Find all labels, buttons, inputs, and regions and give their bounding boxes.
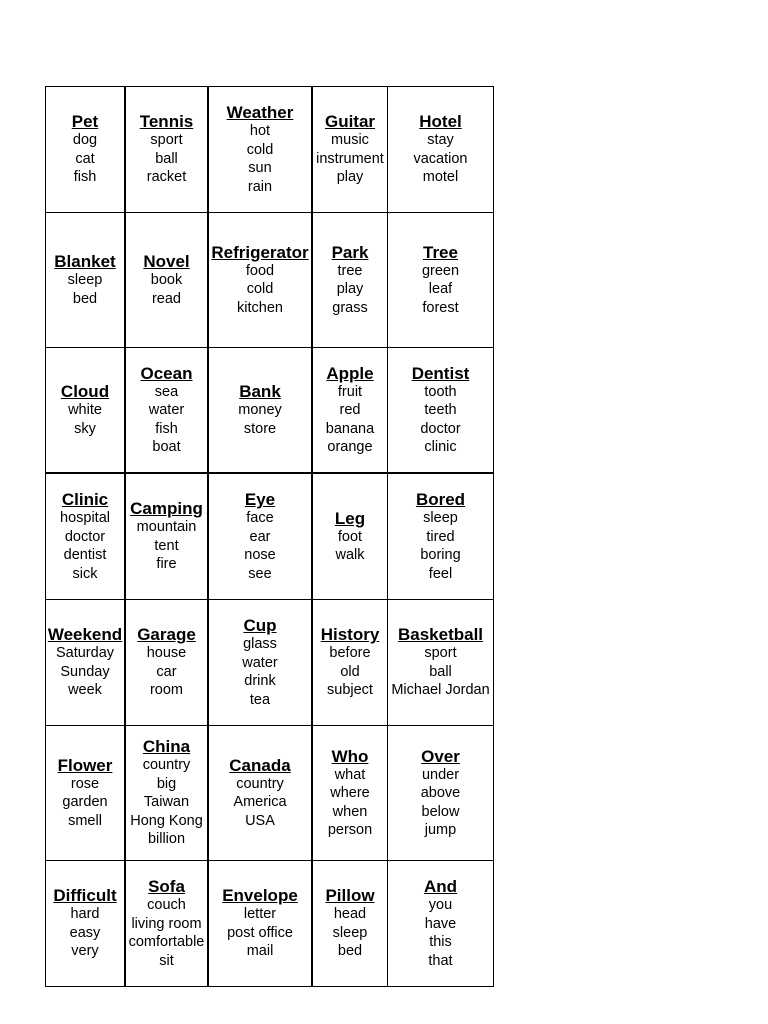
- card-word: dog: [72, 132, 98, 149]
- card-word-list: [137, 518, 197, 574]
- card-word: couch: [147, 897, 186, 913]
- card-cell: [46, 600, 126, 726]
- card-word: before: [329, 645, 371, 662]
- card-word: sky: [74, 420, 96, 437]
- card-title: Tree: [423, 242, 458, 262]
- card-word: mountain: [136, 519, 197, 536]
- card-word: under: [421, 766, 460, 783]
- card-title: Pillow: [325, 886, 375, 906]
- card-word: music: [331, 132, 369, 149]
- card-word: garden: [62, 794, 108, 811]
- card-word: money: [238, 402, 282, 418]
- card-word: sport: [150, 132, 183, 149]
- card-word-list: [328, 766, 372, 840]
- card-word: dentist: [63, 547, 107, 563]
- card-cell: [46, 87, 126, 213]
- card-cell: [126, 348, 209, 474]
- card-word: tent: [154, 537, 179, 554]
- card-word: sleep: [67, 272, 103, 288]
- card-cell: [209, 87, 313, 213]
- card-word: boring: [420, 547, 461, 563]
- card-word: book: [150, 272, 183, 288]
- card-word-list: [129, 896, 205, 970]
- card-word-list: [68, 271, 103, 308]
- card-word: sun: [248, 160, 272, 176]
- card-word: Hong Kong: [130, 812, 203, 829]
- card-cell: [209, 726, 313, 861]
- card-cell: [209, 213, 313, 348]
- card-word: easy: [69, 924, 101, 941]
- card-word: when: [332, 803, 368, 820]
- card-word: what: [334, 766, 366, 783]
- card-word: teeth: [424, 402, 457, 418]
- card-word: instrument: [316, 150, 384, 167]
- card-word: doctor: [420, 420, 461, 437]
- card-word: leaf: [428, 281, 453, 298]
- card-word: fire: [156, 556, 177, 573]
- card-word: play: [336, 281, 364, 298]
- card-word: bed: [72, 290, 98, 307]
- card-cell: [313, 474, 388, 600]
- card-word: sea: [154, 383, 179, 400]
- card-word: bed: [337, 943, 363, 960]
- card-cell: [126, 600, 209, 726]
- card-word: country: [142, 757, 191, 774]
- card-cell: [388, 474, 494, 600]
- card-word: car: [156, 663, 177, 680]
- card-word: sick: [72, 565, 98, 582]
- card-word: face: [246, 510, 274, 526]
- card-word: read: [151, 290, 181, 307]
- card-word: green: [421, 262, 460, 279]
- card-word: Michael Jordan: [391, 682, 490, 699]
- card-word-list: [227, 905, 293, 961]
- card-word: sit: [159, 952, 174, 969]
- card-title: Cup: [243, 616, 277, 635]
- card-word: ball: [429, 663, 452, 680]
- card-title: Sofa: [148, 877, 185, 896]
- card-cell: [46, 348, 126, 474]
- card-word: America: [233, 794, 287, 811]
- card-cell: [46, 474, 126, 600]
- card-cell: [209, 861, 313, 987]
- card-word: cold: [246, 141, 274, 158]
- card-word-list: [60, 509, 110, 583]
- card-word-list: [316, 131, 384, 187]
- card-title: Garage: [137, 625, 196, 645]
- card-word: tired: [426, 528, 455, 545]
- card-word: orange: [327, 439, 373, 455]
- card-word: forest: [422, 299, 459, 316]
- card-word-list: [244, 509, 275, 583]
- card-word: kitchen: [237, 299, 283, 316]
- card-cell: [388, 348, 494, 474]
- card-word: ear: [249, 528, 271, 545]
- card-word: racket: [146, 169, 187, 186]
- card-word: feel: [428, 565, 453, 582]
- card-word: below: [421, 803, 460, 820]
- card-word: letter: [243, 906, 277, 923]
- card-word: fruit: [337, 383, 363, 400]
- card-title: Blanket: [54, 252, 116, 271]
- card-title: Refrigerator: [211, 242, 309, 262]
- card-word-list: [70, 905, 101, 961]
- card-cell: [46, 861, 126, 987]
- card-word: room: [149, 682, 184, 699]
- card-title: Difficult: [53, 886, 117, 906]
- card-cell: [313, 726, 388, 861]
- card-cell: [388, 861, 494, 987]
- card-cell: [126, 474, 209, 600]
- card-word: hot: [249, 123, 271, 139]
- card-word-list: [238, 401, 282, 438]
- card-cell: [313, 213, 388, 348]
- card-title: Weather: [226, 103, 294, 122]
- card-word: week: [68, 682, 102, 699]
- card-word: above: [420, 785, 461, 801]
- card-cell: [313, 600, 388, 726]
- card-word: foot: [337, 528, 363, 545]
- card-word: vacation: [413, 150, 468, 167]
- card-word: food: [245, 262, 275, 279]
- card-word: comfortable: [128, 934, 205, 950]
- card-word-list: [68, 401, 102, 438]
- card-word: ball: [155, 150, 178, 167]
- card-title: China: [142, 737, 191, 757]
- card-word: this: [429, 934, 452, 950]
- card-word: tooth: [424, 383, 457, 400]
- card-title: Hotel: [419, 112, 462, 132]
- card-cell: [209, 600, 313, 726]
- card-word-list: [420, 509, 460, 583]
- card-title: Bored: [415, 490, 466, 509]
- card-word-list: [62, 775, 107, 831]
- card-word: cat: [75, 150, 95, 167]
- card-word: Taiwan: [143, 794, 190, 811]
- card-word-list: [326, 383, 374, 457]
- card-word: doctor: [64, 528, 106, 545]
- card-word-list: [237, 262, 283, 318]
- card-title: Tennis: [139, 112, 194, 132]
- card-cell: [126, 726, 209, 861]
- card-word: house: [146, 645, 187, 662]
- card-word: person: [327, 822, 373, 838]
- card-word: very: [71, 943, 99, 960]
- card-word-list: [247, 122, 274, 196]
- card-word: water: [242, 654, 278, 671]
- card-word: rose: [70, 775, 100, 792]
- card-cell: [388, 726, 494, 861]
- card-word-list: [233, 775, 286, 831]
- card-title: Cloud: [60, 382, 110, 401]
- card-word: you: [428, 897, 453, 913]
- card-title: Flower: [57, 755, 113, 775]
- card-title: Camping: [130, 499, 203, 519]
- card-title: Who: [331, 746, 369, 766]
- card-cell: [313, 861, 388, 987]
- card-word-list: [327, 644, 373, 700]
- card-word-list: [147, 644, 187, 700]
- card-word: living room: [131, 915, 202, 932]
- card-word: Sunday: [60, 663, 110, 680]
- card-cell: [126, 861, 209, 987]
- card-word-list: [335, 528, 364, 565]
- card-title: Clinic: [61, 490, 109, 509]
- card-cell: [388, 213, 494, 348]
- card-cell: [313, 87, 388, 213]
- card-word: nose: [244, 547, 276, 563]
- card-word: grass: [332, 299, 368, 316]
- card-word-list: [242, 635, 277, 709]
- card-title: Weekend: [47, 625, 123, 645]
- card-word: store: [243, 420, 277, 437]
- card-word-list: [425, 896, 456, 970]
- card-word: cold: [246, 281, 274, 298]
- card-word: country: [236, 775, 284, 792]
- card-word: tea: [249, 691, 271, 708]
- card-cell: [388, 600, 494, 726]
- card-word: boat: [152, 439, 181, 455]
- card-word: sport: [424, 645, 457, 662]
- card-word-list: [73, 131, 97, 187]
- card-title: Ocean: [140, 363, 193, 383]
- card-word-list: [421, 766, 461, 840]
- card-word: billion: [147, 831, 186, 848]
- card-word-list: [151, 271, 182, 308]
- card-word: sleep: [423, 510, 458, 526]
- card-cell: [46, 726, 126, 861]
- card-word: red: [339, 402, 361, 418]
- card-word: banana: [325, 420, 375, 437]
- card-title: Leg: [334, 508, 366, 528]
- card-word: motel: [422, 169, 459, 186]
- card-cell: [126, 213, 209, 348]
- card-word: Saturday: [55, 645, 115, 662]
- card-title: Eye: [244, 490, 276, 509]
- card-word: play: [336, 169, 364, 186]
- card-title: History: [320, 625, 380, 645]
- card-word: white: [68, 402, 102, 418]
- card-cell: [209, 474, 313, 600]
- card-cell: [209, 348, 313, 474]
- card-title: Bank: [239, 382, 281, 401]
- card-title: Park: [331, 242, 369, 262]
- card-title: Canada: [229, 755, 291, 775]
- card-word: jump: [424, 822, 457, 838]
- card-word: USA: [245, 812, 275, 829]
- card-word: stay: [427, 132, 454, 149]
- card-word: big: [156, 775, 177, 792]
- card-word: mail: [246, 943, 274, 960]
- card-title: And: [423, 877, 458, 896]
- card-word: that: [428, 952, 453, 969]
- card-word: sleep: [332, 924, 368, 941]
- card-cell: [313, 348, 388, 474]
- card-word-list: [130, 756, 203, 849]
- card-word: subject: [327, 682, 373, 699]
- card-cell: [126, 87, 209, 213]
- card-word: smell: [68, 812, 102, 829]
- card-word-list: [147, 131, 187, 187]
- card-word: head: [333, 906, 367, 923]
- card-word-list: [413, 131, 467, 187]
- card-word-list: [149, 383, 184, 457]
- card-word: water: [148, 402, 185, 418]
- card-word: tree: [337, 262, 363, 279]
- card-word: old: [340, 663, 360, 680]
- card-title: Apple: [326, 363, 374, 383]
- card-word-list: [420, 383, 460, 457]
- card-word: have: [424, 915, 457, 932]
- card-word: post office: [227, 924, 293, 941]
- card-word: glass: [243, 636, 277, 652]
- card-word-list: [56, 644, 114, 700]
- card-title: Dentist: [411, 363, 470, 383]
- card-word: rain: [247, 178, 273, 195]
- card-title: Novel: [143, 252, 190, 271]
- card-word-list: [332, 262, 367, 318]
- card-title: Over: [421, 746, 460, 766]
- card-word-list: [391, 644, 489, 700]
- card-word: walk: [335, 547, 365, 563]
- card-word-list: [333, 905, 368, 961]
- card-word: fish: [73, 169, 97, 186]
- card-word: see: [248, 565, 272, 582]
- card-word: hard: [70, 906, 100, 923]
- card-title: Envelope: [222, 886, 298, 906]
- card-title: Pet: [71, 112, 99, 132]
- word-card-grid: [45, 86, 494, 987]
- card-title: Guitar: [324, 112, 376, 132]
- card-word: drink: [244, 673, 276, 689]
- card-word: hospital: [60, 510, 110, 526]
- card-title: Basketball: [397, 625, 484, 645]
- card-cell: [388, 87, 494, 213]
- card-word: clinic: [424, 439, 457, 455]
- card-word: fish: [155, 420, 178, 437]
- card-word-list: [422, 262, 459, 318]
- card-word: where: [330, 785, 370, 801]
- card-cell: [46, 213, 126, 348]
